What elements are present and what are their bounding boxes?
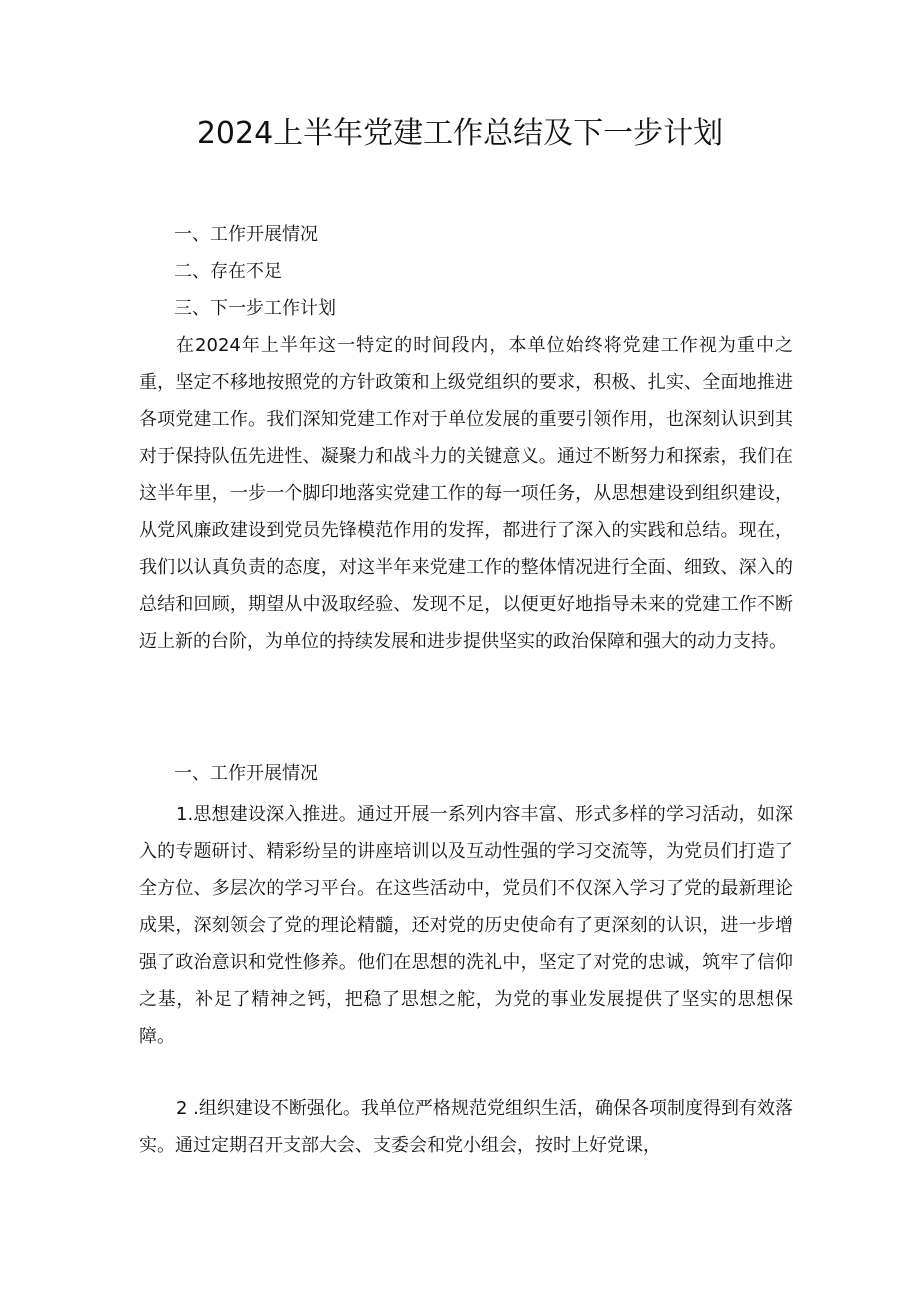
paragraph-ideological-building: 1.思想建设深入推进。通过开展一系列内容丰富、形式多样的学习活动，如深入的专题研讨、精彩纷呈的讲座培训以及互动性强的学习交流等，为党员们打造了全方位、多层次的学习平台。在这些活动中，党员们不仅深入学习了党的最新理论成果，深刻领会了党的理论精髓，还对党的历史使命有了更深刻的认识，进一步增强了政治意识和党性修养。他们在思想的洗礼中，坚定了对党的忠诚，筑牢了信仰之基，补足了精神之钙，把稳了思想之舵，为党的事业发展提供了坚实的思想保障。 [139,804,793,1047]
document-title: 2024上半年党建工作总结及下一步计划 [196,116,724,151]
toc-item-2: 二、存在不足 [174,261,282,282]
intro-paragraph: 在2024年上半年这一特定的时间段内，本单位始终将党建工作视为重中之重，坚定不移地按照党的方针政策和上级党组织的要求，积极、扎实、全面地推进各项党建工作。我们深知党建工作对于单位发展的重要引领作用，也深刻认识到其对于保持队伍先进性、凝聚力和战斗力的关键意义。通过不断努力和探索，我们在这半年里，一步一个脚印地落实党建工作的每一项任务，从思想建设到组织建设，从党风廉政建设到党员先锋模范作用的发挥，都进行了深入的实践和总结。现在，我们以认真负责的态度，对这半年来党建工作的整体情况进行全面、细致、深入的总结和回顾，期望从中汲取经验、发现不足，以便更好地指导未来的党建工作不断迈上新的台阶，为单位的持续发展和进步提供坚实的政治保障和强大的动力支持。 [139,335,793,652]
paragraph-organizational-building: 2 .组织建设不断强化。我单位严格规范党组织生活，确保各项制度得到有效落实。通过定期召开支部大会、支委会和党小组会，按时上好党课， [139,1098,793,1156]
toc-item-3: 三、下一步工作计划 [174,298,336,319]
toc-item-1: 一、工作开展情况 [174,224,318,245]
section-heading-work: 一、工作开展情况 [174,763,318,784]
table-of-contents [174,216,336,327]
